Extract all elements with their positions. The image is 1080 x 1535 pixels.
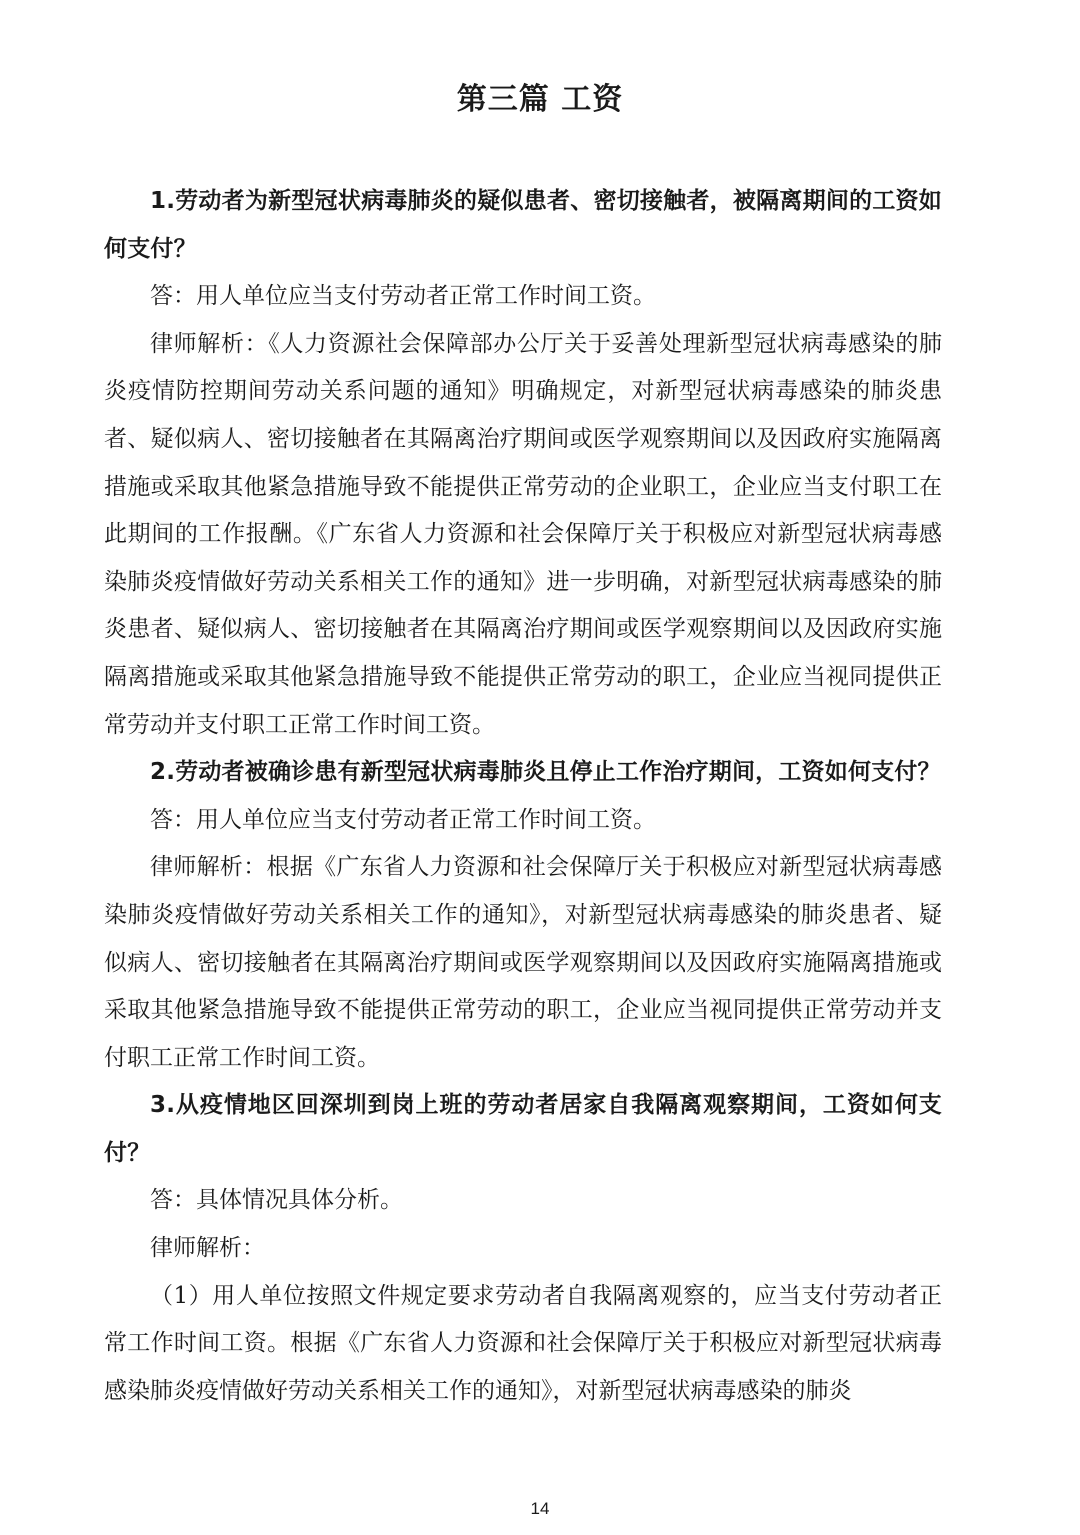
question-3: 3.从疫情地区回深圳到岗上班的劳动者居家自我隔离观察期间，工资如何支付？ [104, 1092, 942, 1166]
document-body [104, 178, 942, 1415]
answer-2: 答：用人单位应当支付劳动者正常工作时间工资。 [150, 806, 656, 833]
analysis-3-heading: 律师解析： [150, 1235, 265, 1262]
analysis-2: 律师解析：根据《广东省人力资源和社会保障厅关于积极应对新型冠状病毒感染肺炎疫情做好劳动关系相关工作的通知》，对新型冠状病毒感染的肺炎患者、疑似病人、密切接触者在其隔离治疗期间或医学观察期间以及因政府实施隔离措施或采取其他紧急措施导致不能提供正常劳动的职工，企业应当视同提供正常劳动并支付职工正常工作时间工资。 [104, 854, 942, 1071]
page-number: 14 [530, 1499, 550, 1518]
page-title: 第三篇 工资 [456, 82, 624, 117]
analysis-3-point-1: （1）用人单位按照文件规定要求劳动者自我隔离观察的，应当支付劳动者正常工作时间工资。根据《广东省人力资源和社会保障厅关于积极应对新型冠状病毒感染肺炎疫情做好劳动关系相关工作的通知》，对新型冠状病毒感染的肺炎 [104, 1282, 942, 1404]
question-1: 1.劳动者为新型冠状病毒肺炎的疑似患者、密切接触者，被隔离期间的工资如何支付？ [104, 188, 942, 262]
answer-3: 答：具体情况具体分析。 [150, 1187, 403, 1214]
answer-1: 答：用人单位应当支付劳动者正常工作时间工资。 [150, 283, 656, 310]
analysis-1: 律师解析：《人力资源社会保障部办公厅关于妥善处理新型冠状病毒感染的肺炎疫情防控期间劳动关系问题的通知》明确规定，对新型冠状病毒感染的肺炎患者、疑似病人、密切接触者在其隔离治疗期间或医学观察期间以及因政府实施隔离措施或采取其他紧急措施导致不能提供正常劳动的企业职工，企业应当支付职工在此期间的工作报酬。《广东省人力资源和社会保障厅关于积极应对新型冠状病毒感染肺炎疫情做好劳动关系相关工作的通知》进一步明确，对新型冠状病毒感染的肺炎患者、疑似病人、密切接触者在其隔离治疗期间或医学观察期间以及因政府实施隔离措施或采取其他紧急措施导致不能提供正常劳动的职工，企业应当视同提供正常劳动并支付职工正常工作时间工资。 [104, 330, 942, 738]
question-2: 2.劳动者被确诊患有新型冠状病毒肺炎且停止工作治疗期间，工资如何支付？ [150, 759, 941, 786]
